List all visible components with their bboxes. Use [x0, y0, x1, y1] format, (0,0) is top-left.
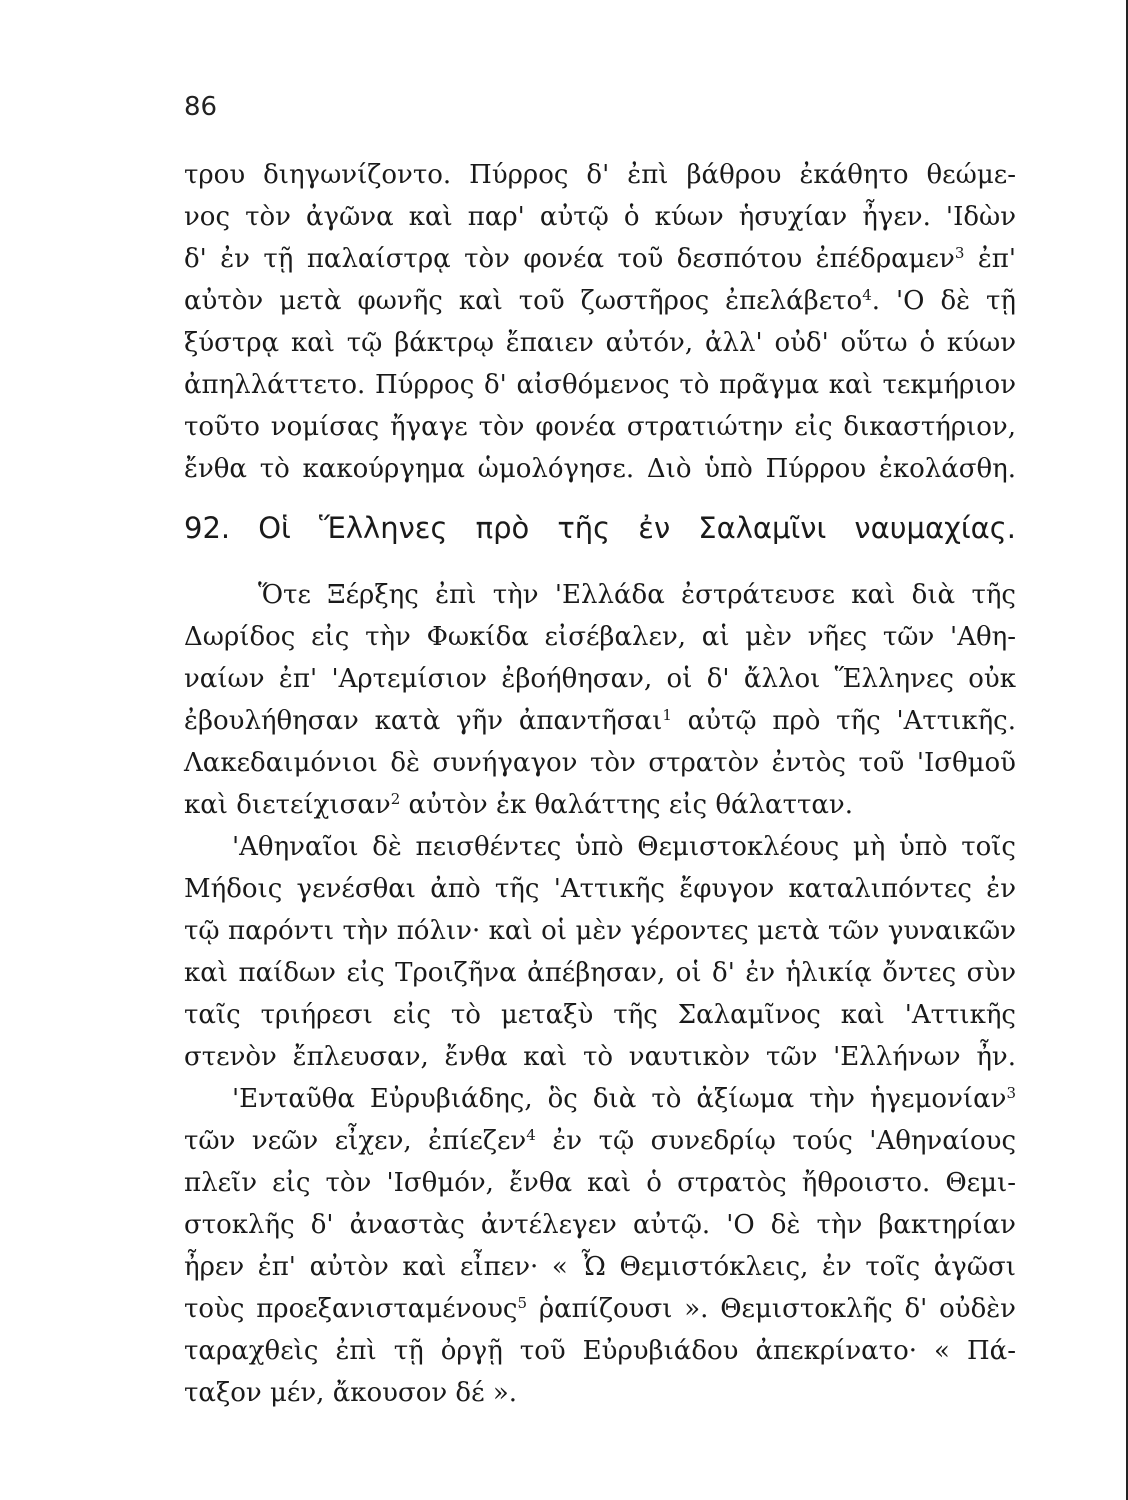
text-segment: αὐτῷ πρὸ τῆς 'Αττικῆς. [687, 706, 1016, 736]
footnote-marker: 4 [526, 1126, 536, 1144]
footnote-marker: 3 [954, 244, 965, 262]
text-line: Μήδοις γενέσθαι ἀπὸ τῆς 'Αττικῆς ἔφυγον καταλιπόντες ἐν [184, 874, 1016, 904]
text-line: τῷ παρόντι τὴν πόλιν· καὶ οἱ μὲν γέροντες μετὰ τῶν γυναικῶν [184, 916, 1016, 946]
text-segment: τῶν νεῶν εἶχεν, ἐπίεζεν [184, 1126, 527, 1156]
text-line [184, 242, 1016, 276]
text-segment: τοὺς προεξανισταμένους [184, 1294, 518, 1324]
text-line: καὶ παίδων εἰς Τροιζῆνα ἀπέβησαν, οἱ δ' ἐν ἡλικίᾳ ὄντες σὺν [184, 958, 1016, 988]
text-line: Ὅτε Ξέρξης ἐπὶ τὴν 'Ελλάδα ἐστράτευσε καὶ διὰ τῆς [258, 580, 1016, 610]
text-line [184, 284, 1016, 318]
text-line: ταξον μέν, ἄκουσον δέ ». [184, 1378, 517, 1408]
text-line: ταραχθεὶς ἐπὶ τῇ ὀργῇ τοῦ Εὐρυβιάδου ἀπεκρίνατο· « Πά- [184, 1336, 1016, 1366]
text-line [184, 788, 1016, 822]
footnote-marker: 5 [517, 1294, 528, 1312]
text-line: ταῖς τριήρεσι εἰς τὸ μεταξὺ τῆς Σαλαμῖνος καὶ 'Αττικῆς [184, 1000, 1016, 1030]
text-line: νος τὸν ἀγῶνα καὶ παρ' αὐτῷ ὁ κύων ἡσυχίαν ἦγεν. 'Ιδὼν [184, 202, 1016, 232]
text-line: στοκλῆς δ' ἀναστὰς ἀντέλεγεν αὐτῷ. 'Ο δὲ τὴν βακτηρίαν [184, 1210, 1016, 1240]
text-line [232, 1082, 1016, 1116]
text-line: πλεῖν εἰς τὸν 'Ισθμόν, ἔνθα καὶ ὁ στρατὸς ἤθροιστο. Θεμι- [184, 1168, 1016, 1198]
text-line: Δωρίδος εἰς τὴν Φωκίδα εἰσέβαλεν, αἱ μὲν νῆες τῶν 'Αθη- [184, 622, 1016, 652]
text-segment: ἐβουλήθησαν κατὰ γῆν ἀπαντῆσαι [184, 706, 663, 736]
text-segment: 'Ενταῦθα Εὐρυβιάδης, ὃς διὰ τὸ ἀξίωμα τὴν ἡγεμονίαν [232, 1084, 1007, 1114]
text-segment: ῥαπίζουσι ». Θεμιστοκλῆς δ' οὐδὲν [538, 1294, 1016, 1324]
text-segment: ἐπ' [977, 244, 1017, 274]
text-line: Λακεδαιμόνιοι δὲ συνήγαγον τὸν στρατὸν ἐντὸς τοῦ 'Ισθμοῦ [184, 748, 1016, 778]
text-line [184, 1292, 1016, 1326]
footnote-marker: 2 [390, 790, 401, 808]
text-segment: ἐν τῷ συνεδρίῳ τούς 'Αθηναίους [552, 1126, 1017, 1156]
page-number: 86 [184, 92, 218, 122]
text-segment: αὐτὸν ἐκ θαλάττης εἰς θάλατταν. [408, 790, 854, 820]
text-line: ναίων ἐπ' 'Αρτεμίσιον ἐβοήθησαν, οἱ δ' ἄλλοι Ἕλληνες οὐκ [184, 664, 1016, 694]
text-line: τρου διηγωνίζοντο. Πύρρος δ' ἐπὶ βάθρου ἐκάθητο θεώμε- [184, 160, 1016, 190]
text-line: 'Αθηναῖοι δὲ πεισθέντες ὑπὸ Θεμιστοκλέους μὴ ὑπὸ τοῖς [232, 832, 1016, 862]
text-segment: καὶ διετείχισαν [184, 790, 391, 820]
footnote-marker: 4 [862, 286, 872, 304]
text-line: ἔνθα τὸ κακούργημα ὡμολόγησε. Διὸ ὑπὸ Πύρρου ἐκολάσθη. [184, 454, 1016, 484]
section-heading: 92. Οἱ Ἕλληνες πρὸ τῆς ἐν Σαλαμῖνι ναυμαχίας. [184, 511, 1016, 545]
footnote-marker: 1 [662, 706, 672, 724]
text-line [184, 1124, 1016, 1158]
text-line: στενὸν ἔπλευσαν, ἔνθα καὶ τὸ ναυτικὸν τῶν 'Ελλήνων ἦν. [184, 1042, 1016, 1072]
text-segment: αὐτὸν μετὰ φωνῆς καὶ τοῦ ζωστῆρος ἐπελάβετο [184, 286, 863, 316]
text-line: ἦρεν ἐπ' αὐτὸν καὶ εἶπεν· « Ὦ Θεμιστόκλεις, ἐν τοῖς ἀγῶσι [184, 1252, 1016, 1282]
text-segment: δ' ἐν τῇ παλαίστρᾳ τὸν φονέα τοῦ δεσπότου ἐπέδραμεν [184, 244, 955, 274]
text-segment: . 'Ο δὲ τῇ [871, 286, 1016, 316]
text-line: ξύστρᾳ καὶ τῷ βάκτρῳ ἔπαιεν αὐτόν, ἀλλ' οὐδ' οὕτω ὁ κύων [184, 328, 1016, 358]
text-line: τοῦτο νομίσας ἤγαγε τὸν φονέα στρατιώτην εἰς δικαστήριον, [184, 412, 1016, 442]
text-line: ἀπηλλάττετο. Πύρρος δ' αἰσθόμενος τὸ πρᾶγμα καὶ τεκμήριον [184, 370, 1016, 400]
footnote-marker: 3 [1006, 1084, 1016, 1102]
text-line [184, 704, 1016, 738]
